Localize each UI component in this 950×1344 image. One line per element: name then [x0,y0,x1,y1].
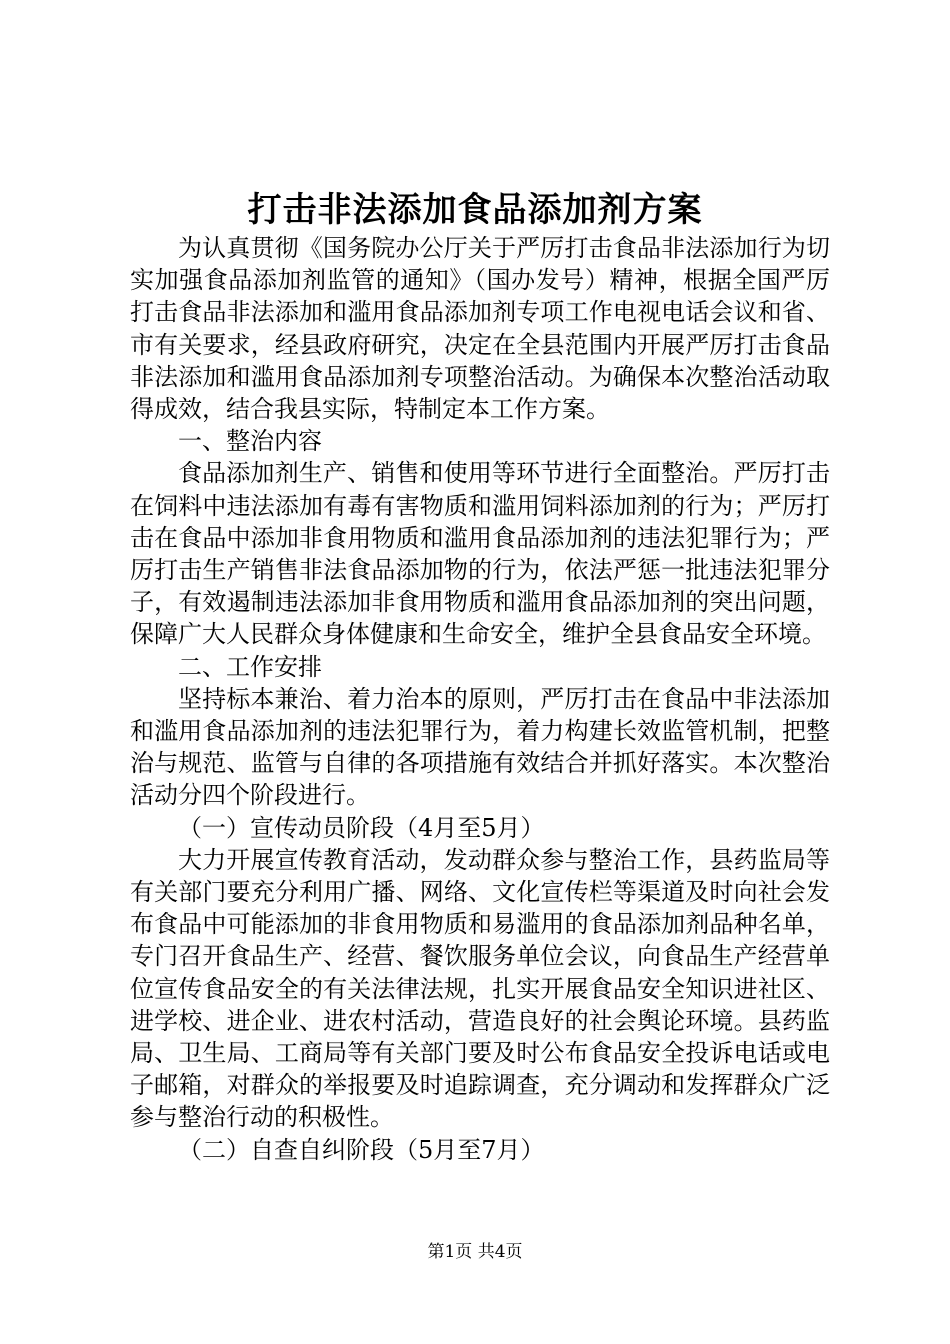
section-2-paragraph: 坚持标本兼治、着力治本的原则，严厉打击在食品中非法添加和滥用食品添加剂的违法犯罪行为，着力构建长效监管机制，把整治与规范、监管与自律的各项措施有效结合并抓好落实。本次整治活动分四个阶段进行。 [130,684,830,810]
subsection-heading-1: （一）宣传动员阶段（4月至5月） [178,813,545,842]
subsection-1-paragraph: 大力开展宣传教育活动，发动群众参与整治工作，县药监局等有关部门要充分利用广播、网络、文化宣传栏等渠道及时向社会发布食品中可能添加的非食用物质和易滥用的食品添加剂品种名单，专门召开食品生产、经营、餐饮服务单位会议，向食品生产经营单位宣传食品安全的有关法律法规，扎实开展食品安全知识进社区、进学校、进企业、进农村活动，营造良好的社会舆论环境。县药监局、卫生局、工商局等有关部门要及时公布食品安全投诉电话或电子邮箱，对群众的举报要及时追踪调查，充分调动和发挥群众广泛参与整治行动的积极性。 [130,845,830,1132]
section-heading-2: 二、工作安排 [178,652,322,681]
page-number-footer: 第1页 共4页 [427,1242,523,1262]
document-title: 打击非法添加食品添加剂方案 [247,190,703,230]
document-body [130,232,830,1166]
section-1-paragraph: 食品添加剂生产、销售和使用等环节进行全面整治。严厉打击在饲料中违法添加有毒有害物质和滥用饲料添加剂的行为；严厉打击在食品中添加非食用物质和滥用食品添加剂的违法犯罪行为；严厉打击生产销售非法食品添加物的行为，依法严惩一批违法犯罪分子，有效遏制违法添加非食用物质和滥用食品添加剂的突出问题，保障广大人民群众身体健康和生命安全，维护全县食品安全环境。 [130,459,830,649]
section-heading-1: 一、整治内容 [178,427,322,456]
subsection-heading-2: （二）自查自纠阶段（5月至7月） [178,1135,545,1164]
intro-paragraph: 为认真贯彻《国务院办公厅关于严厉打击食品非法添加行为切实加强食品添加剂监管的通知》（国办发号）精神，根据全国严厉打击食品非法添加和滥用食品添加剂专项工作电视电话会议和省、市有关要求，经县政府研究，决定在全县范围内开展严厉打击食品非法添加和滥用食品添加剂专项整治活动。为确保本次整治活动取得成效，结合我县实际，特制定本工作方案。 [130,234,830,424]
